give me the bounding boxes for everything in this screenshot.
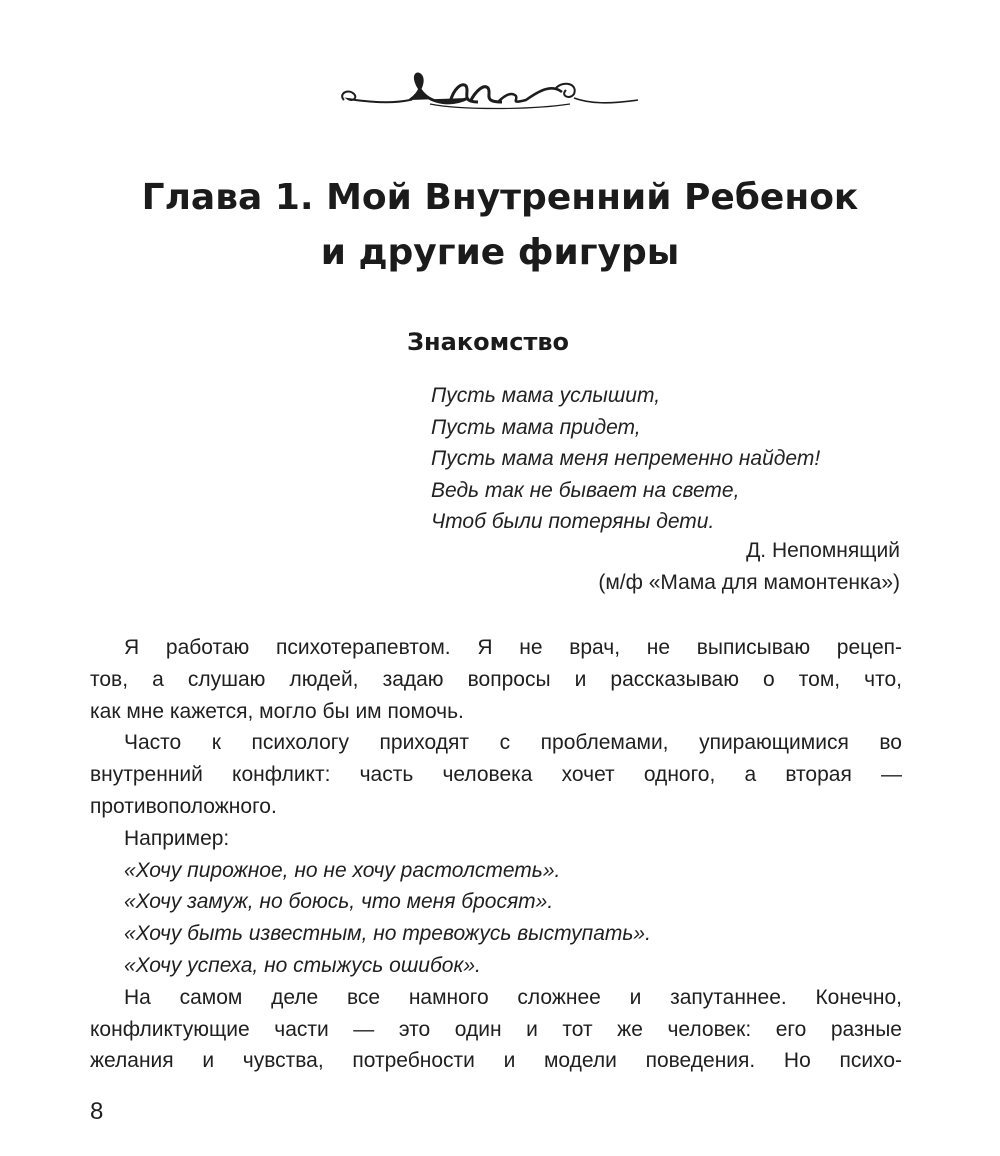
epigraph-attribution — [598, 535, 900, 598]
epigraph-source: (м/ф «Мама для мамонтенка») — [598, 570, 900, 594]
chapter-title-line-1: Глава 1. Мой Внутренний Ребенок — [141, 177, 859, 218]
body-line: Часто к психологу приходят с проблемами, упирающимися во — [124, 731, 902, 755]
example-quote: «Хочу успеха, но стыжусь ошибок». — [124, 953, 481, 977]
example-quote: «Хочу быть известным, но тревожусь выступать». — [124, 922, 651, 946]
epigraph-poem — [431, 380, 901, 538]
epigraph-line: Чтоб были потеряны дети. — [431, 510, 715, 533]
body-line: внутренний конфликт: часть человека хочет одного, а вторая — — [90, 763, 902, 787]
chapter-title-line-2: и другие фигуры — [320, 232, 680, 273]
body-line: противоположного. — [90, 794, 277, 818]
epigraph-line: Пусть мама меня непременно найдет! — [431, 447, 821, 470]
body-line: На самом деле все намного сложнее и запутаннее. Конечно, — [124, 985, 902, 1009]
epigraph-line: Пусть мама придет, — [431, 415, 641, 439]
epigraph-line: Пусть мама услышит, — [431, 384, 661, 407]
example-quote: «Хочу замуж, но боюсь, что меня бросят». — [124, 890, 554, 914]
section-title: Знакомство — [407, 328, 570, 356]
body-line: как мне кажется, могло бы им помочь. — [90, 699, 464, 723]
example-quote: «Хочу пирожное, но не хочу растолстеть». — [124, 858, 561, 882]
body-line: желания и чувства, потребности и модели поведения. Но психо- — [90, 1049, 902, 1073]
body-line: Я работаю психотерапевтом. Я не врач, не выписываю рецеп- — [124, 636, 902, 659]
body-line: тов, а слушаю людей, задаю вопросы и рассказываю о том, что, — [90, 667, 902, 691]
body-line: конфликтующие части — это один и тот же человек: его разные — [90, 1017, 902, 1041]
body-line: Например: — [124, 826, 230, 850]
chapter-title — [90, 170, 910, 280]
page-number: 8 — [90, 1098, 104, 1125]
epigraph-line: Ведь так не бывает на свете, — [431, 478, 740, 502]
decorative-flourish-icon — [330, 62, 650, 122]
body-text — [90, 632, 902, 1077]
epigraph-author: Д. Непомнящий — [746, 539, 900, 562]
